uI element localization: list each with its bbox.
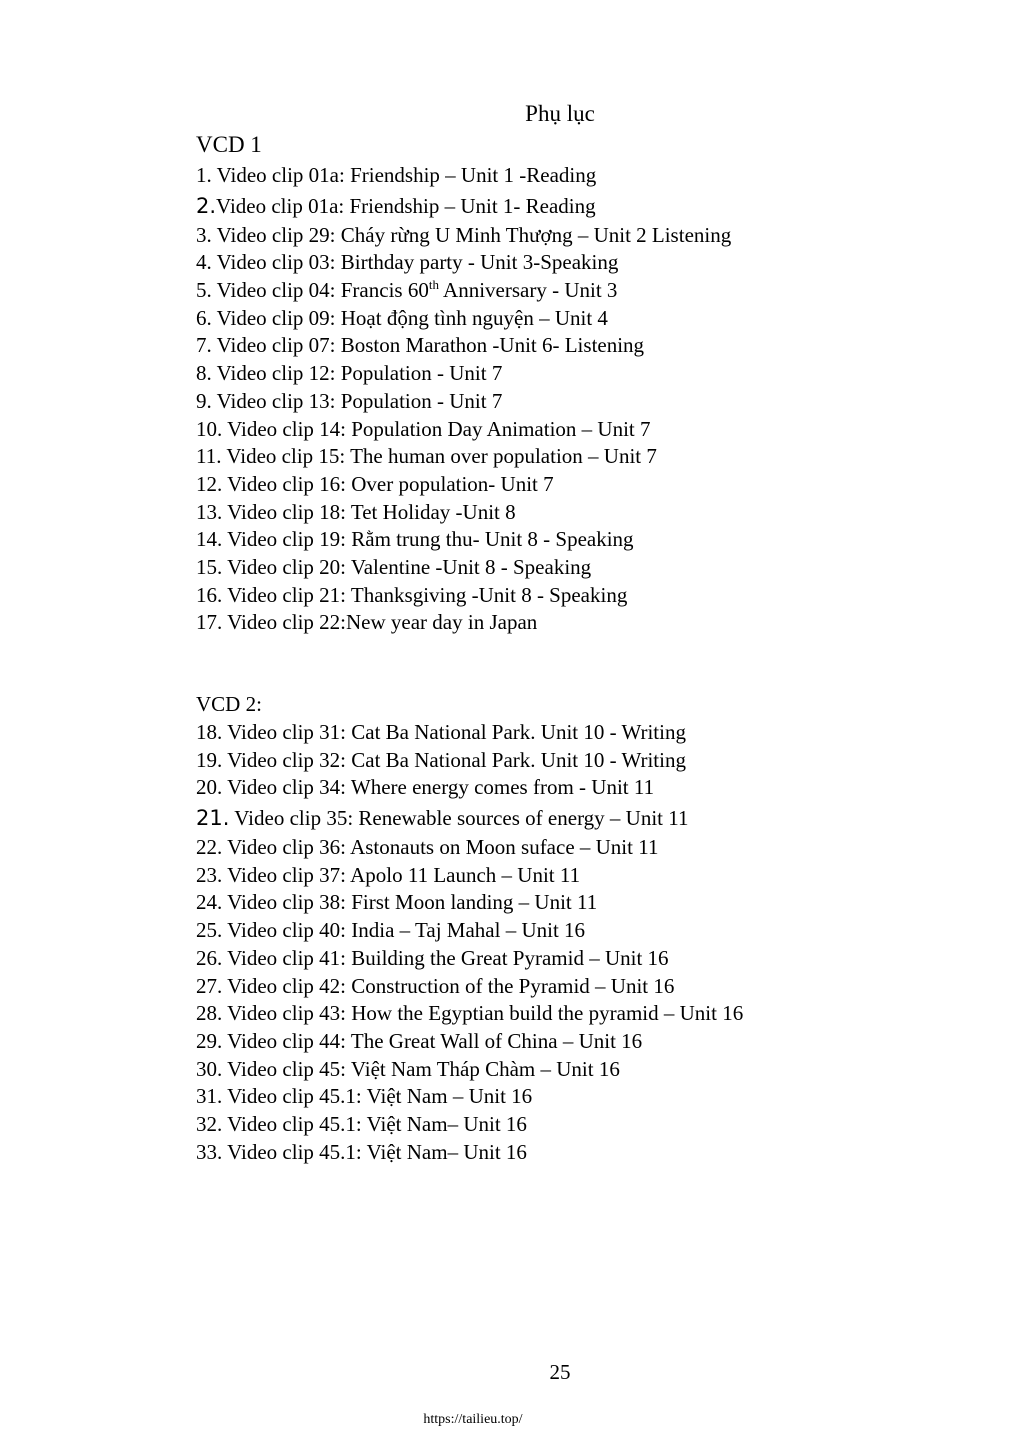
item-number: 30. (196, 1056, 223, 1081)
item-text: Video clip 16: Over population- Unit 7 (222, 471, 554, 496)
list-item (196, 471, 731, 499)
item-text: Video clip 36: Astonauts on Moon suface – Unit 11 (222, 835, 659, 860)
list-item (196, 834, 743, 862)
item-text: Video clip 45: Việt Nam Tháp Chàm – Unit 16 (222, 1056, 620, 1081)
item-text: Video clip 35: Renewable sources of energy – Unit 11 (229, 806, 689, 831)
item-text: Video clip 45.1: Việt Nam– Unit 16 (222, 1139, 527, 1164)
item-number: 4. (196, 250, 212, 275)
item-text: Video clip 43: How the Egyptian build the pyramid – Unit 16 (222, 1001, 744, 1026)
page-title: Phụ lục (525, 101, 595, 126)
item-number: 28. (196, 1001, 223, 1026)
item-number: 11. (196, 444, 222, 469)
list-item (196, 747, 743, 775)
list-item (196, 774, 743, 802)
item-number: 2. (196, 193, 217, 218)
list-item (196, 889, 743, 917)
item-text: Video clip 19: Rằm trung thu- Unit 8 - Speaking (222, 527, 634, 552)
item-number: 14. (196, 527, 223, 552)
item-number: 32. (196, 1111, 223, 1136)
vcd1-clip-list (196, 162, 731, 637)
item-text: Video clip 21: Thanksgiving -Unit 8 - Speaking (222, 582, 628, 607)
list-item (196, 582, 731, 610)
item-text: Video clip 38: First Moon landing – Unit 11 (222, 890, 598, 915)
item-number: 21. (196, 806, 230, 831)
item-number: 26. (196, 945, 223, 970)
item-text: Video clip 40: India – Taj Mahal – Unit 16 (222, 918, 586, 943)
item-number: 10. (196, 416, 223, 441)
item-number: 5. (196, 278, 212, 303)
item-text: Video clip 01a: Friendship – Unit 1- Reading (216, 193, 596, 218)
item-text: Video clip 04: Francis 60 (211, 278, 429, 303)
item-number: 29. (196, 1028, 223, 1053)
list-item (196, 945, 743, 973)
list-item (196, 277, 731, 305)
item-number: 27. (196, 973, 223, 998)
list-item (196, 554, 731, 582)
item-number: 19. (196, 747, 223, 772)
item-text: Video clip 45.1: Việt Nam– Unit 16 (222, 1111, 527, 1136)
item-number: 20. (196, 775, 223, 800)
vcd1-heading: VCD 1 (196, 132, 262, 157)
item-number: 16. (196, 582, 223, 607)
list-item (196, 862, 743, 890)
footer-url[interactable]: https://tailieu.top/ (423, 1412, 523, 1427)
list-item (196, 388, 731, 416)
item-text: Video clip 07: Boston Marathon -Unit 6- Listening (211, 333, 645, 358)
item-text: Video clip 34: Where energy comes from - Unit 11 (222, 775, 655, 800)
item-number: 7. (196, 333, 212, 358)
ordinal-superscript: th (428, 277, 439, 293)
list-item (196, 1056, 743, 1084)
item-text: Video clip 41: Building the Great Pyramid – Unit 16 (222, 945, 669, 970)
vcd2-heading: VCD 2: (196, 692, 262, 716)
item-number: 1. (196, 163, 212, 187)
page-number: 25 (549, 1360, 571, 1384)
list-item (196, 973, 743, 1001)
list-item (196, 332, 731, 360)
list-item (196, 1000, 743, 1028)
list-item (196, 305, 731, 333)
item-text: Video clip 18: Tet Holiday -Unit 8 (222, 499, 516, 524)
item-number: 15. (196, 554, 223, 579)
item-number: 18. (196, 720, 223, 744)
list-item (196, 526, 731, 554)
item-text: Video clip 09: Hoạt động tình nguyện – Unit 4 (211, 305, 608, 330)
item-number: 17. (196, 610, 223, 635)
item-text: Video clip 45.1: Việt Nam – Unit 16 (222, 1084, 533, 1109)
item-number: 9. (196, 388, 212, 413)
item-text: Video clip 37: Apolo 11 Launch – Unit 11 (222, 862, 581, 887)
item-text-after: Anniversary - Unit 3 (438, 278, 618, 303)
item-text: Video clip 44: The Great Wall of China – Unit 16 (222, 1028, 643, 1053)
list-item (196, 360, 731, 388)
item-text: Video clip 15: The human over population – Unit 7 (221, 444, 657, 469)
item-text: Video clip 03: Birthday party - Unit 3-Speaking (211, 250, 619, 275)
item-text: Video clip 42: Construction of the Pyramid – Unit 16 (222, 973, 675, 998)
list-item (196, 1028, 743, 1056)
item-text: Video clip 14: Population Day Animation – Unit 7 (222, 416, 651, 441)
list-item (196, 416, 731, 444)
item-number: 24. (196, 890, 223, 915)
list-item (196, 162, 731, 190)
item-number: 13. (196, 499, 223, 524)
list-item (196, 1111, 743, 1139)
item-text: Video clip 01a: Friendship – Unit 1 -Reading (211, 163, 597, 187)
list-item (196, 609, 731, 637)
list-item (196, 917, 743, 945)
item-number: 23. (196, 862, 223, 887)
vcd2-clip-list (196, 719, 743, 1166)
item-number: 3. (196, 222, 212, 247)
list-item (196, 190, 731, 222)
item-number: 6. (196, 305, 212, 330)
item-number: 12. (196, 471, 223, 496)
item-text: Video clip 12: Population - Unit 7 (211, 361, 503, 386)
list-item (196, 249, 731, 277)
item-number: 25. (196, 918, 223, 943)
list-item (196, 443, 731, 471)
item-text: Video clip 32: Cat Ba National Park. Unit 10 - Writing (222, 747, 686, 772)
list-item (196, 222, 731, 250)
item-number: 33. (196, 1139, 223, 1164)
item-text: Video clip 20: Valentine -Unit 8 - Speaking (222, 554, 592, 579)
item-text: Video clip 13: Population - Unit 7 (211, 388, 503, 413)
list-item (196, 499, 731, 527)
item-text: Video clip 29: Cháy rừng U Minh Thượng – Unit 2 Listening (211, 222, 732, 247)
item-number: 8. (196, 361, 212, 386)
list-item (196, 719, 743, 747)
list-item (196, 1139, 743, 1167)
list-item (196, 1083, 743, 1111)
item-number: 22. (196, 835, 223, 860)
item-number: 31. (196, 1084, 223, 1109)
item-text: Video clip 22:New year day in Japan (222, 610, 538, 635)
list-item (196, 802, 743, 834)
item-text: Video clip 31: Cat Ba National Park. Unit 10 - Writing (222, 720, 686, 744)
